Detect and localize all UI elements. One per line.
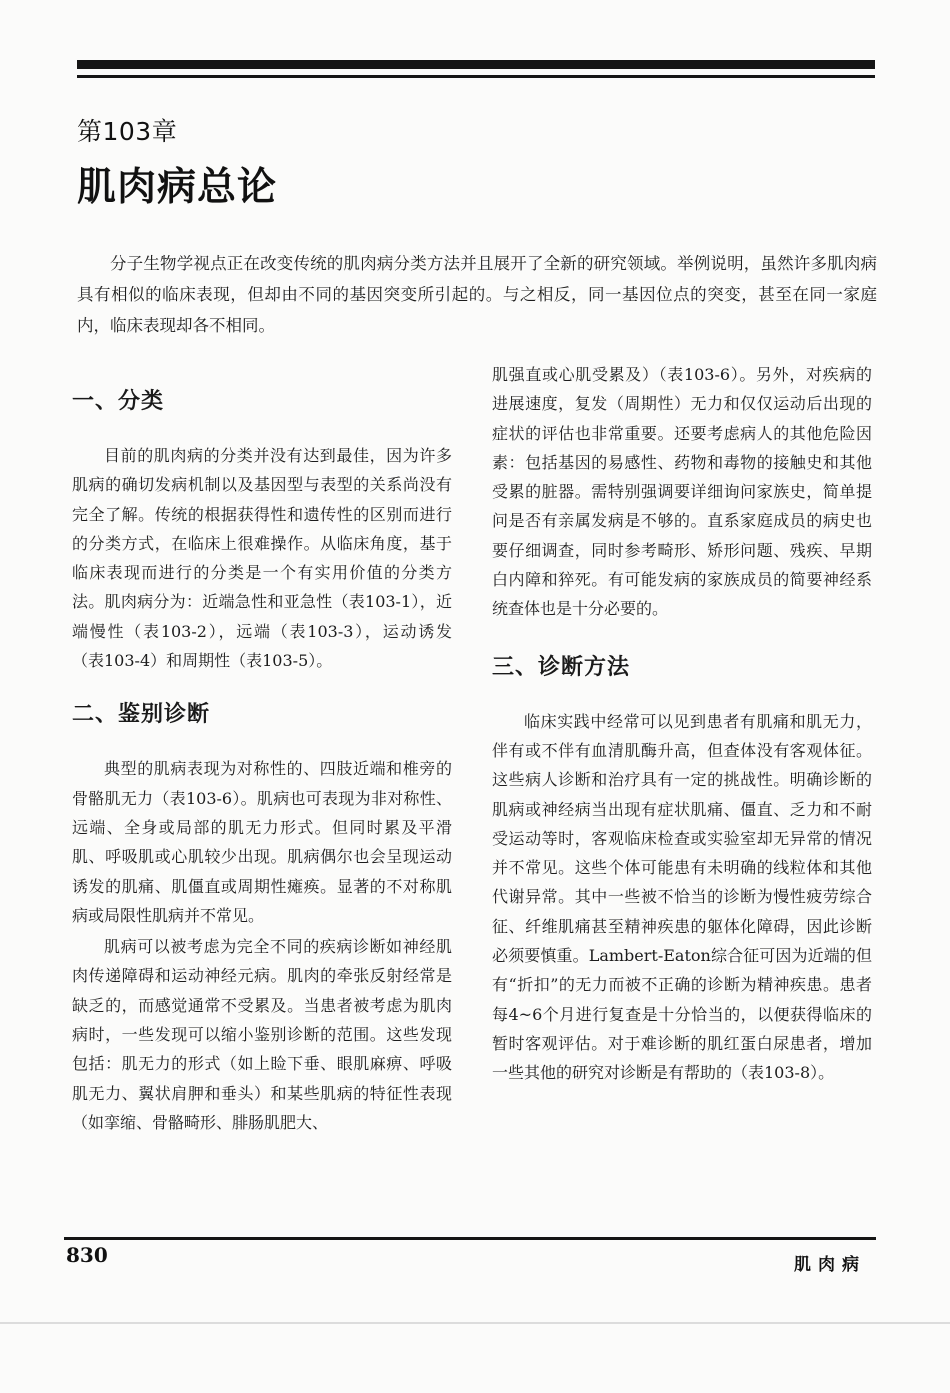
top-rule-thick <box>77 60 875 69</box>
intro-paragraph-block <box>77 248 877 341</box>
differential-paragraph-1: 典型的肌病表现为对称性的、四肢近端和椎旁的骨骼肌无力（表103-6）。肌病也可表现为非对称性、远端、全身或局部的肌无力形式。但同时累及平滑肌、呼吸肌或心肌较少出现。肌病偶尔也会呈现运动诱发的肌痛、肌僵直或周期性瘫痪。显著的不对称肌病或局限性肌病并不常见。 <box>72 759 452 925</box>
chapter-label: 第103章 <box>77 117 178 146</box>
left-column <box>72 360 452 1137</box>
page-number: 830 <box>66 1243 108 1267</box>
scan-edge-divider <box>0 1322 950 1324</box>
top-rule-thin <box>77 75 875 78</box>
bottom-rule <box>64 1237 876 1240</box>
differential-paragraph-2-continued: 肌强直或心肌受累及）（表103-6）。另外，对疾病的进展速度，复发（周期性）无力和仅仅运动后出现的症状的评估也非常重要。还要考虑病人的其他危险因素：包括基因的易感性、药物和毒物的接触史和其他受累的脏器。需特别强调要详细询问家族史，简单提问是否有亲属发病是不够的。直系家庭成员的病史也要仔细调查，同时参考畸形、矫形问题、残疾、早期白内障和猝死。有可能发病的家族成员的简要神经系统查体也是十分必要的。 <box>492 365 872 619</box>
classification-paragraph-1: 目前的肌肉病的分类并没有达到最佳，因为许多肌病的确切发病机制以及基因型与表型的关系尚没有完全了解。传统的根据获得性和遗传性的区别而进行的分类方式，在临床上很难操作。从临床角度，基于临床表现而进行的分类是一个有实用价值的分类方法。肌肉病分为：近端急性和亚急性（表103-1），近端慢性（表103-2），远端（表103-3），运动诱发（表103-4）和周期性（表103-5）。 <box>72 446 452 671</box>
differential-paragraph-2: 肌病可以被考虑为完全不同的疾病诊断如神经肌肉传递障碍和运动神经元病。肌肉的牵张反射经常是缺乏的，而感觉通常不受累及。当患者被考虑为肌肉病时，一些发现可以缩小鉴别诊断的范围。这些发现包括：肌无力的形式（如上睑下垂、眼肌麻痹、呼吸肌无力、翼状肩胛和垂头）和某些肌病的特征性表现（如挛缩、骨骼畸形、腓肠肌肥大、 <box>72 937 452 1132</box>
chapter-title: 肌肉病总论 <box>77 165 278 210</box>
section-heading-classification: 一、分类 <box>72 389 165 414</box>
diagnosis-paragraph-1: 临床实践中经常可以见到患者有肌痛和肌无力，伴有或不伴有血清肌酶升高，但查体没有客观体征。这些病人诊断和治疗具有一定的挑战性。明确诊断的肌病或神经病当出现有症状肌痛、僵直、乏力和不耐受运动等时，客观临床检查或实验室却无异常的情况并不常见。这些个体可能患有未明确的线粒体和其他代谢异常。其中一些被不恰当的诊断为慢性疲劳综合征、纤维肌痛甚至精神疾患的躯体化障碍，因此诊断必须要慎重。Lambert-Eaton综合征可因为近端的但有“折扣”的无力而被不正确的诊断为精神疾患。患者每4~6个月进行复查是十分恰当的，以便获得临床的暂时客观评估。对于难诊断的肌红蛋白尿患者，增加一些其他的研究对诊断是有帮助的（表103-8）。 <box>492 711 872 1083</box>
intro-paragraph: 分子生物学视点正在改变传统的肌肉病分类方法并且展开了全新的研究领域。举例说明，虽然许多肌肉病具有相似的临床表现，但却由不同的基因突变所引起的。与之相反，同一基因位点的突变，甚至在同一家庭内，临床表现却各不相同。 <box>77 254 877 335</box>
section-heading-differential: 二、鉴别诊断 <box>72 702 211 728</box>
section-heading-diagnosis: 三、诊断方法 <box>492 654 631 680</box>
running-head: 肌肉病 <box>794 1255 866 1275</box>
right-column <box>492 360 872 1088</box>
